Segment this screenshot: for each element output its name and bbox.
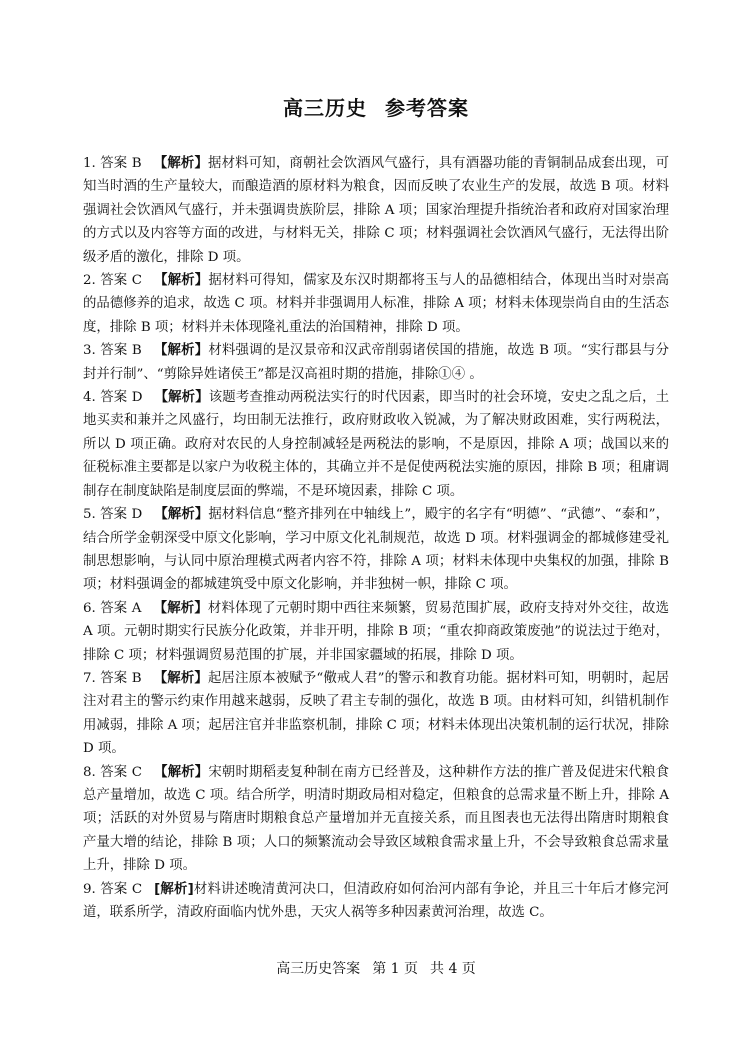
answer-item-8 (83, 761, 669, 878)
answer-number: 8. (83, 764, 96, 780)
analysis-text: 材料讲述晚清黄河决口，但清政府如何治河内部有争论，并且三十年后才修完河道，联系所学，清政府面临内忧外患，天灾人祸等多种因素黄河治理，故选 C。 (83, 881, 669, 920)
answer-number: 2. (83, 273, 96, 289)
answer-item-1 (83, 152, 669, 269)
answer-choice: 答案 C (100, 881, 143, 897)
answer-number: 1. (83, 156, 96, 171)
analysis-text: 宋朝时期稻麦复种制在南方已经普及，这种耕作方法的推广普及促进宋代粮食总产量增加，故选 C 项。结合所学，明清时期政局相对稳定，但粮食的总需求量不断上升，排除 A 项；活跃的对外贸易与隋唐时期粮食总产量增加并无直接关系，而且图表也无法得出隋唐时期粮食产量大增的结论，排除 B 项；人口的频繁流动会导致区域粮食需求量上升，不会导致粮食总需求量上升，排除 D 项。 (83, 764, 669, 874)
footer-page-number: 第 1 页 (372, 961, 418, 977)
analysis-text: 该题考查推动两税法实行的时代因素，即当时的社会环境，安史之乱之后，土地买卖和兼并之风盛行，均田制无法推行，政府财政收入锐减，为了解决财政困难，实行两税法，所以 D 项正确。政府对农民的人身控制减轻是两税法的影响，不是原因，排除 A 项；战国以来的征税标准主要都是以家户为收税主体的，其确立并不是促使两税法实施的原因，排除 B 项；租庸调制存在制度缺陷是制度层面的弊端，不是环境因素，排除 C 项。 (83, 390, 670, 499)
analysis-tag: 【解析】 (154, 507, 209, 523)
answer-choice: 答案 B (100, 670, 142, 686)
answer-choice: 答案 C (100, 273, 142, 289)
page-footer (0, 958, 752, 978)
answer-item-4 (83, 386, 669, 503)
answer-choice: 答案 D (100, 390, 143, 406)
title-subject: 高三历史 (283, 96, 367, 120)
answer-item-5 (83, 503, 669, 597)
answer-number: 4. (83, 390, 96, 406)
analysis-tag: 【解析】 (153, 156, 209, 171)
analysis-tag: 【解析】 (153, 670, 208, 686)
answer-number: 9. (83, 881, 96, 897)
title-kind: 参考答案 (385, 96, 469, 120)
analysis-tag: 【解析】 (153, 273, 209, 289)
analysis-tag: 【解析】 (153, 764, 209, 780)
analysis-text: 材料体现了元朝时期中西往来频繁，贸易范围扩展，政府支持对外交往，故选 A 项。元朝时期实行民族分化政策，并非开明，排除 B 项；“重农抑商政策废弛”的说法过于绝对，排除 C 项；材料强调贸易范围的扩展，并非国家疆域的拓展，排除 D 项。 (83, 600, 670, 663)
answer-item-6 (83, 597, 669, 667)
analysis-text: 据材料信息“整齐排列在中轴线上”，殿宇的名字有“明德”、“武德”、“泰和”，结合所学金朝深受中原文化影响，学习中原文化礼制规范，故选 D 项。材料强调金的都城修建受礼制思想影响，与认同中原治理模式两者内容不符，排除 A 项；材料未体现中央集权的加强，排除 B 项；材料强调金的都城建筑受中原文化影响，并非独树一帜，排除 C 项。 (83, 507, 669, 593)
analysis-text: 起居注原本被赋予“儆戒人君”的警示和教育功能。据材料可知，明朝时，起居注对君主的警示约束作用越来越弱，反映了君主专制的强化，故选 B 项。由材料可知，纠错机制作用减弱，排除 A 项；起居注官并非监察机制，排除 C 项；材料未体现出决策机制的运行状况，排除 D 项。 (83, 670, 669, 757)
analysis-text: 材料强调的是汉景帝和汉武帝削弱诸侯国的措施，故选 B 项。“实行郡县与分封并行制”、“剪除异姓诸侯王”都是汉高祖时期的措施，排除①④ 。 (83, 343, 669, 382)
footer-total-pages: 共 4 页 (430, 961, 476, 977)
analysis-text: 据材料可得知，儒家及东汉时期都将玉与人的品德相结合，体现出当时对崇高的品德修养的追求，故选 C 项。材料并非强调用人标准，排除 A 项；材料未体现崇尚自由的生活态度，排除 B 项；材料并未体现隆礼重法的治国精神，排除 D 项。 (83, 273, 669, 335)
answer-choice: 答案 A (100, 600, 142, 616)
answer-number: 5. (83, 507, 96, 523)
analysis-text: 据材料可知，商朝社会饮酒风气盛行，具有酒器功能的青铜制品成套出现，可知当时酒的生产量较大，而酿造酒的原材料为粮食，因而反映了农业生产的发展，故选 B 项。材料强调社会饮酒风气盛行，并未强调贵族阶层，排除 A 项；国家治理提升指统治者和政府对国家治理的方式以及内容等方面的改进，与材料无关，排除 C 项；材料强调社会饮酒风气盛行，无法得出阶级矛盾的激化，排除 D 项。 (83, 156, 669, 265)
answer-item-3 (83, 339, 669, 386)
answer-number: 3. (83, 343, 96, 359)
answer-item-9 (83, 878, 669, 925)
analysis-tag: 【解析】 (154, 390, 209, 406)
answer-choice: 答案 B (100, 343, 142, 359)
footer-doc-title: 高三历史答案 (276, 961, 361, 977)
page-title (0, 92, 752, 121)
answer-number: 7. (83, 670, 96, 686)
analysis-tag: [解析] (154, 881, 194, 897)
answer-item-2 (83, 269, 669, 339)
answer-choice: 答案 D (100, 507, 143, 523)
answer-choice: 答案 C (100, 764, 142, 780)
analysis-tag: 【解析】 (153, 343, 209, 359)
answer-item-7 (83, 667, 669, 761)
answer-number: 6. (83, 600, 96, 616)
analysis-tag: 【解析】 (153, 600, 208, 616)
answer-list (83, 152, 669, 924)
answer-choice: 答案 B (100, 156, 142, 171)
